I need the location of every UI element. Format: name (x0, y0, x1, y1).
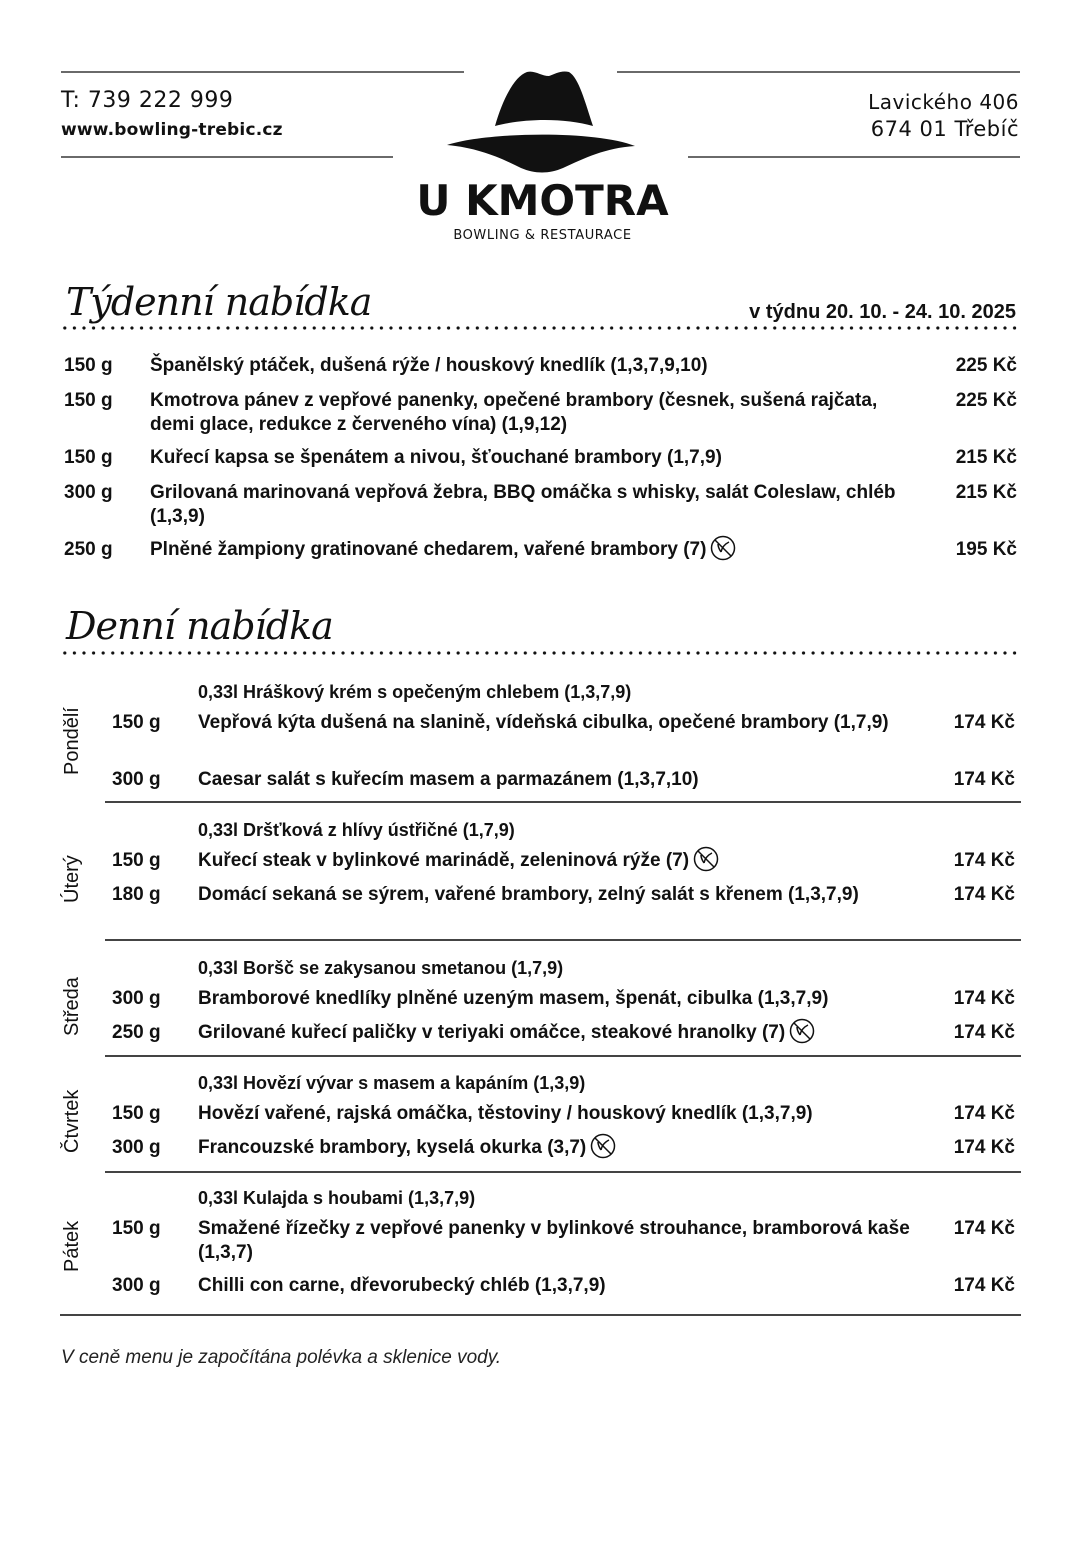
item-weight: 300 g (112, 769, 161, 790)
weekly-date-range: v týdnu 20. 10. - 24. 10. 2025 (749, 301, 1016, 323)
gluten-free-icon (590, 1133, 616, 1159)
item-weight: 300 g (112, 1137, 161, 1158)
item-name-wrapper (198, 1136, 923, 1160)
item-name: Hovězí vařené, rajská omáčka, těstoviny / houskový knedlík (1,3,7,9) (198, 1103, 813, 1124)
day-block-wednesday (60, 956, 1021, 1056)
item-weight: 150 g (112, 1103, 161, 1124)
item-name-wrapper (198, 1021, 923, 1045)
daily-bottom-rule (60, 1314, 1021, 1316)
item-weight: 150 g (64, 355, 113, 376)
item-name: Chilli con carne, dřevorubecký chléb (1,3,7,9) (198, 1275, 606, 1296)
item-price: 215 Kč (955, 482, 1017, 503)
website-link[interactable]: www.bowling-trebic.cz (61, 120, 283, 140)
day-separator (105, 1055, 1021, 1057)
item-price: 225 Kč (955, 390, 1017, 411)
item-name: Kuřecí steak v bylinkové marinádě, zeleninová rýže (7) (198, 850, 690, 871)
item-price: 174 Kč (953, 1218, 1015, 1239)
item-name: Kuřecí kapsa se špenátem a nivou, šťouchané brambory (1,7,9) (150, 447, 722, 468)
footer-note: V ceně menu je započítána polévka a sklenice vody. (61, 1347, 502, 1368)
item-name: Smažené řízečky z vepřové panenky v bylinkové strouhance, bramborová kaše (1,3,7) (198, 1218, 910, 1263)
day-separator (105, 1171, 1021, 1173)
item-weight: 250 g (64, 539, 113, 560)
item-price: 174 Kč (953, 769, 1015, 790)
item-name: Domácí sekaná se sýrem, vařené brambory, zelný salát s křenem (1,3,7,9) (198, 884, 859, 905)
item-price: 215 Kč (955, 447, 1017, 468)
dotted-divider-weekly (60, 326, 1021, 330)
item-price: 174 Kč (953, 884, 1015, 905)
item-name: Španělský ptáček, dušená rýže / houskový knedlík (1,3,7,9,10) (150, 355, 708, 376)
item-price: 174 Kč (953, 850, 1015, 871)
fedora-hat-icon (445, 68, 640, 176)
day-soup: 0,33l Hráškový krém s opečeným chlebem (1,3,7,9) (198, 682, 632, 702)
item-name-wrapper (150, 538, 910, 562)
item-name: Kmotrova pánev z vepřové panenky, opečené brambory (česnek, sušená rajčata, demi glace, redukce z červeného vína) (1,9,12) (150, 390, 878, 435)
header-rule-bottom-right (688, 156, 1020, 158)
day-separator (105, 939, 1021, 941)
header-rule-bottom-left (61, 156, 393, 158)
logo-subtitle: BOWLING & RESTAURACE (453, 228, 632, 243)
item-name: Grilované kuřecí paličky v teriyaki omáčce, steakové hranolky (7) (198, 1022, 786, 1043)
day-soup: 0,33l Boršč se zakysanou smetanou (1,7,9) (198, 958, 564, 978)
gluten-free-icon (710, 535, 736, 561)
day-label: Středa (61, 976, 83, 1036)
item-name: Caesar salát s kuřecím masem a parmazánem (1,3,7,10) (198, 769, 699, 790)
item-name: Francouzské brambory, kyselá okurka (3,7) (198, 1137, 587, 1158)
logo-name: U KMOTRA (416, 176, 669, 225)
item-weight: 180 g (112, 884, 161, 905)
item-weight: 150 g (64, 447, 113, 468)
item-name: Grilovaná marinovaná vepřová žebra, BBQ omáčka s whisky, salát Coleslaw, chléb (1,3,9) (150, 482, 896, 527)
gluten-free-icon (789, 1018, 815, 1044)
item-name: Bramborové knedlíky plněné uzeným masem, špenát, cibulka (1,3,7,9) (198, 988, 829, 1009)
day-block-friday (60, 1186, 1021, 1306)
item-price: 225 Kč (955, 355, 1017, 376)
item-name: Plněné žampiony gratinované chedarem, vařené brambory (7) (150, 539, 707, 560)
item-name-wrapper (198, 849, 923, 873)
address-city: 674 01 Třebíč (870, 117, 1019, 141)
item-price: 174 Kč (953, 1137, 1015, 1158)
item-price: 174 Kč (953, 1103, 1015, 1124)
day-separator (105, 801, 1021, 803)
day-label: Pondělí (61, 707, 83, 775)
address-street: Lavického 406 (868, 90, 1019, 114)
item-weight: 150 g (112, 712, 161, 733)
item-name: Vepřová kýta dušená na slanině, vídeňská cibulka, opečené brambory (1,7,9) (198, 712, 889, 733)
item-price: 195 Kč (955, 539, 1017, 560)
day-block-thursday (60, 1071, 1021, 1171)
day-soup: 0,33l Dršťková z hlívy ústřičné (1,7,9) (198, 820, 515, 840)
day-label: Čtvrtek (61, 1089, 83, 1153)
daily-offer-title: Denní nabídka (66, 604, 333, 648)
item-weight: 300 g (112, 988, 161, 1009)
weekly-offer-title: Týdenní nabídka (66, 280, 372, 324)
day-soup: 0,33l Hovězí vývar s masem a kapáním (1,3,9) (198, 1073, 586, 1093)
item-weight: 250 g (112, 1022, 161, 1043)
item-weight: 300 g (112, 1275, 161, 1296)
day-soup: 0,33l Kulajda s houbami (1,3,7,9) (198, 1188, 476, 1208)
item-price: 174 Kč (953, 1022, 1015, 1043)
item-weight: 150 g (64, 390, 113, 411)
day-block-monday (60, 680, 1021, 802)
dotted-divider-daily (60, 651, 1021, 655)
gluten-free-icon (693, 846, 719, 872)
phone-number: T: 739 222 999 (61, 88, 234, 113)
item-price: 174 Kč (953, 712, 1015, 733)
restaurant-logo (395, 68, 690, 248)
day-label: Úterý (61, 855, 83, 903)
day-block-tuesday (60, 818, 1021, 940)
item-weight: 300 g (64, 482, 113, 503)
day-label: Pátek (61, 1220, 83, 1272)
item-weight: 150 g (112, 850, 161, 871)
item-price: 174 Kč (953, 988, 1015, 1009)
item-weight: 150 g (112, 1218, 161, 1239)
item-price: 174 Kč (953, 1275, 1015, 1296)
